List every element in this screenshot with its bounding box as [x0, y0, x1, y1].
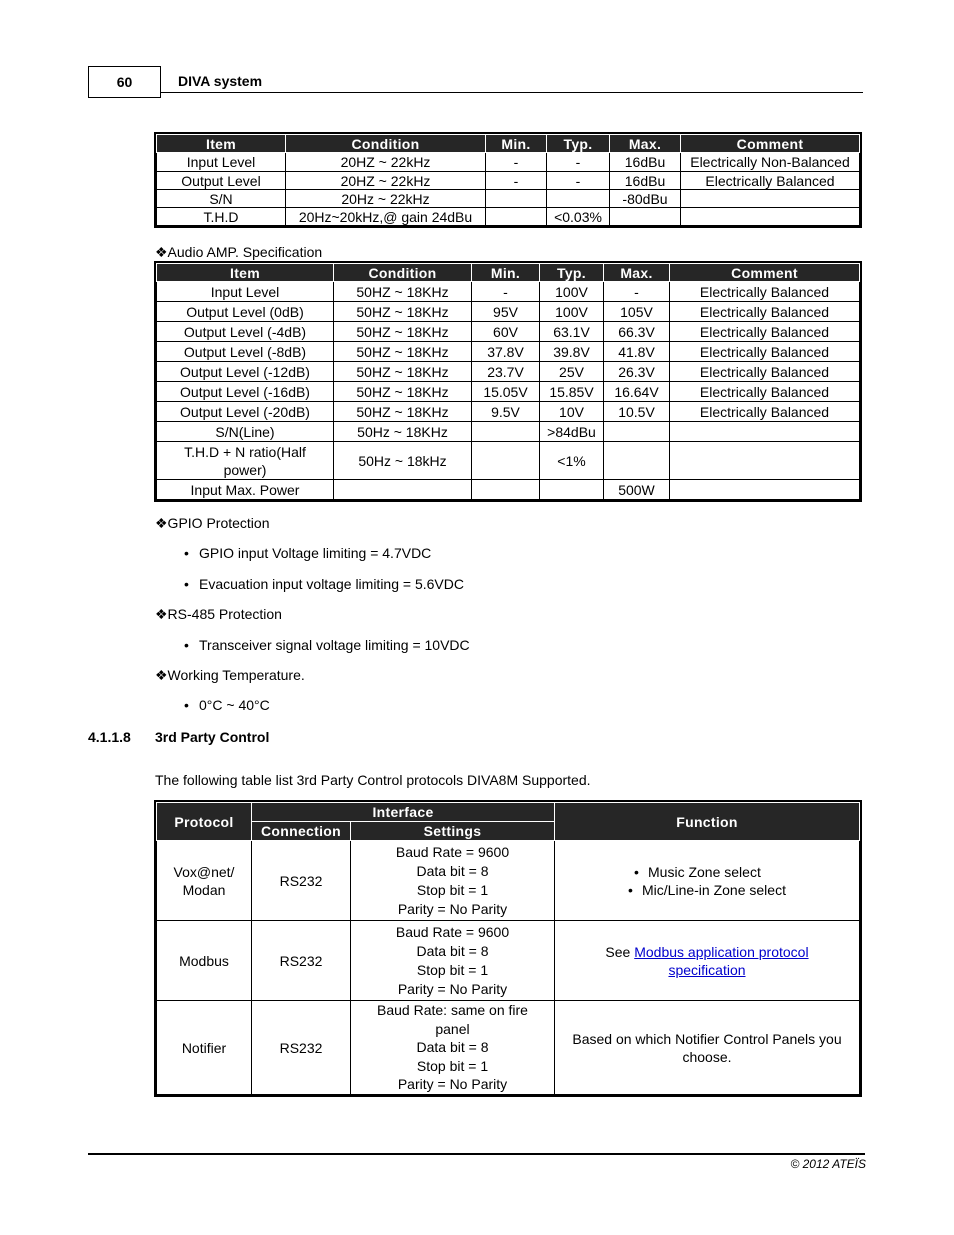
cell: 10V [540, 402, 604, 422]
cell: Electrically Balanced [670, 282, 860, 302]
cell [472, 442, 540, 480]
table-row [157, 342, 860, 362]
table-row [157, 302, 860, 322]
list-item: • Mic/Line-in Zone select [628, 881, 786, 899]
cell: - [547, 172, 610, 190]
header-max: Max. [610, 135, 681, 153]
cell: 50Hz ~ 18KHz [334, 422, 472, 442]
header-connection: Connection [252, 822, 351, 841]
setting-line: Baud Rate = 9600 [395, 843, 510, 860]
cell: 50HZ ~ 18KHz [334, 382, 472, 402]
setting-line: Baud Rate: same on fire [377, 1002, 528, 1019]
page-number: 60 [88, 66, 161, 98]
cell: Input Max. Power [157, 480, 334, 500]
thd-item-line2: power) [223, 461, 267, 478]
settings-cell [351, 1001, 555, 1095]
cell [610, 208, 681, 226]
function-prefix: See [605, 943, 635, 960]
cell: Output Level [157, 172, 286, 190]
cell: 95V [472, 302, 540, 322]
header-settings: Settings [351, 822, 555, 841]
setting-line: Data bit = 8 [416, 1039, 489, 1056]
cell: 500W [604, 480, 670, 500]
header-min: Min. [486, 135, 547, 153]
gpio-heading: ❖GPIO Protection [155, 515, 270, 531]
table-row [157, 402, 860, 422]
rs485-heading: ❖RS-485 Protection [155, 606, 282, 622]
header-divider [161, 92, 863, 93]
table-row [157, 382, 860, 402]
setting-line: Parity = No Parity [397, 1076, 508, 1093]
setting-line: Baud Rate = 9600 [395, 923, 510, 940]
setting-line: Stop bit = 1 [416, 961, 489, 978]
cell: 50HZ ~ 18KHz [334, 282, 472, 302]
cell: S/N [157, 190, 286, 208]
header-typ: Typ. [540, 264, 604, 282]
protocol-cell: Notifier [157, 1001, 252, 1095]
setting-line: Data bit = 8 [416, 942, 489, 959]
cell: Electrically Balanced [670, 322, 860, 342]
cell [486, 190, 547, 208]
cell [681, 208, 860, 226]
cell: <1% [540, 442, 604, 480]
cell: Electrically Balanced [670, 302, 860, 322]
amp-spec-table [156, 263, 860, 500]
header-item: Item [157, 135, 286, 153]
table-row [157, 841, 860, 921]
header-typ: Typ. [547, 135, 610, 153]
table-row [157, 442, 860, 480]
cell [670, 422, 860, 442]
cell: 100V [540, 302, 604, 322]
cell: 63.1V [540, 322, 604, 342]
list-item: • Transceiver signal voltage limiting = 10VDC [199, 637, 470, 653]
cell: Electrically Balanced [670, 362, 860, 382]
cell: >84dBu [540, 422, 604, 442]
table-row [157, 172, 860, 190]
cell: Output Level (-16dB) [157, 382, 334, 402]
header-item: Item [157, 264, 334, 282]
cell: Electrically Balanced [670, 402, 860, 422]
cell: 66.3V [604, 322, 670, 342]
cell: 50HZ ~ 18KHz [334, 322, 472, 342]
table-row [157, 208, 860, 226]
cell: 100V [540, 282, 604, 302]
cell [681, 190, 860, 208]
cell: <0.03% [547, 208, 610, 226]
function-cell [555, 1001, 860, 1095]
cell: 20Hz~20kHz,@ gain 24dBu [286, 208, 486, 226]
function-cell [555, 841, 860, 921]
setting-line: panel [435, 1020, 470, 1037]
header-interface: Interface [252, 803, 555, 822]
protocol-cell: Modbus [157, 921, 252, 1001]
header-comment: Comment [670, 264, 860, 282]
cell [472, 480, 540, 500]
cell: Output Level (-20dB) [157, 402, 334, 422]
header-condition: Condition [334, 264, 472, 282]
cell: 37.8V [472, 342, 540, 362]
intro-paragraph: The following table list 3rd Party Control protocols DIVA8M Supported. [155, 772, 591, 788]
protocol-line1: Vox@net/ [173, 863, 235, 880]
cell: 50HZ ~ 18KHz [334, 302, 472, 322]
function-line1: Based on which Notifier Control Panels you [572, 1030, 842, 1047]
cell [472, 422, 540, 442]
temperature-heading: ❖Working Temperature. [155, 667, 305, 683]
cell: - [486, 153, 547, 172]
cell: -80dBu [610, 190, 681, 208]
section-title: 3rd Party Control [155, 729, 270, 745]
function-line2: choose. [682, 1048, 732, 1065]
cell: Output Level (-8dB) [157, 342, 334, 362]
cell [486, 208, 547, 226]
cell: Electrically Non-Balanced [681, 153, 860, 172]
cell: - [604, 282, 670, 302]
table-row [157, 282, 860, 302]
table-row [157, 153, 860, 172]
setting-line: Parity = No Parity [397, 980, 508, 997]
cell: Output Level (0dB) [157, 302, 334, 322]
list-item: • GPIO input Voltage limiting = 4.7VDC [199, 545, 431, 561]
cell: 20HZ ~ 22kHz [286, 153, 486, 172]
setting-line: Stop bit = 1 [416, 881, 489, 898]
cell [334, 480, 472, 500]
cell: 23.7V [472, 362, 540, 382]
cell: 10.5V [604, 402, 670, 422]
cell: Output Level (-4dB) [157, 322, 334, 342]
cell [604, 442, 670, 480]
line-spec-table [156, 134, 860, 226]
header-min: Min. [472, 264, 540, 282]
connection-cell: RS232 [252, 841, 351, 921]
cell [670, 442, 860, 480]
table-row [157, 190, 860, 208]
cell: 105V [604, 302, 670, 322]
cell: Input Level [157, 282, 334, 302]
setting-line: Parity = No Parity [397, 900, 508, 917]
document-title: DIVA system [178, 73, 263, 89]
table-header-row [157, 135, 860, 153]
cell [157, 442, 334, 480]
cell: 16dBu [610, 153, 681, 172]
settings-cell [351, 841, 555, 921]
cell: Electrically Balanced [670, 342, 860, 362]
cell: 16dBu [610, 172, 681, 190]
table-row [157, 1001, 860, 1095]
copyright: © 2012 ATEÏS [790, 1157, 866, 1171]
table-row [157, 422, 860, 442]
connection-cell: RS232 [252, 921, 351, 1001]
cell [670, 480, 860, 500]
cell [604, 422, 670, 442]
amp-spec-heading: ❖Audio AMP. Specification [155, 244, 323, 260]
cell: Output Level (-12dB) [157, 362, 334, 382]
cell: Input Level [157, 153, 286, 172]
setting-line: Stop bit = 1 [416, 1057, 489, 1074]
cell: Electrically Balanced [681, 172, 860, 190]
table-row [157, 362, 860, 382]
table-header-row [157, 803, 860, 822]
header-comment: Comment [681, 135, 860, 153]
cell: - [486, 172, 547, 190]
setting-line: Data bit = 8 [416, 862, 489, 879]
cell: 25V [540, 362, 604, 382]
cell: 41.8V [604, 342, 670, 362]
cell: 20HZ ~ 22kHz [286, 172, 486, 190]
cell: 50HZ ~ 18KHz [334, 342, 472, 362]
cell [547, 190, 610, 208]
third-party-protocol-table [156, 802, 860, 1095]
connection-cell: RS232 [252, 1001, 351, 1095]
cell: S/N(Line) [157, 422, 334, 442]
modbus-spec-link[interactable]: Modbus application protocol [634, 943, 809, 960]
thd-item-line1: T.H.D + N ratio(Half [184, 443, 306, 460]
cell: 60V [472, 322, 540, 342]
header-function: Function [555, 803, 860, 841]
function-list [628, 863, 786, 899]
cell: 50HZ ~ 18KHz [334, 402, 472, 422]
header-max: Max. [604, 264, 670, 282]
table-row [157, 480, 860, 500]
cell: 20Hz ~ 22kHz [286, 190, 486, 208]
section-number: 4.1.1.8 [88, 729, 131, 745]
cell: 50Hz ~ 18kHz [334, 442, 472, 480]
protocol-cell [157, 841, 252, 921]
cell: 15.05V [472, 382, 540, 402]
header-protocol: Protocol [157, 803, 252, 841]
list-item: • 0°C ~ 40°C [199, 697, 270, 713]
cell: T.H.D [157, 208, 286, 226]
cell: - [472, 282, 540, 302]
cell: 50HZ ~ 18KHz [334, 362, 472, 382]
cell: 39.8V [540, 342, 604, 362]
modbus-spec-link-line2[interactable]: specification [668, 961, 746, 978]
table-header-row [157, 264, 860, 282]
list-item: • Evacuation input voltage limiting = 5.6VDC [199, 576, 464, 592]
cell: 16.64V [604, 382, 670, 402]
settings-cell [351, 921, 555, 1001]
cell [540, 480, 604, 500]
cell: 9.5V [472, 402, 540, 422]
footer-divider [88, 1153, 865, 1155]
header-condition: Condition [286, 135, 486, 153]
table-row [157, 921, 860, 1001]
protocol-line2: Modan [182, 881, 226, 898]
cell: 26.3V [604, 362, 670, 382]
cell: - [547, 153, 610, 172]
cell: 15.85V [540, 382, 604, 402]
list-item: • Music Zone select [634, 863, 786, 881]
table-row [157, 322, 860, 342]
cell: Electrically Balanced [670, 382, 860, 402]
function-cell [555, 921, 860, 1001]
